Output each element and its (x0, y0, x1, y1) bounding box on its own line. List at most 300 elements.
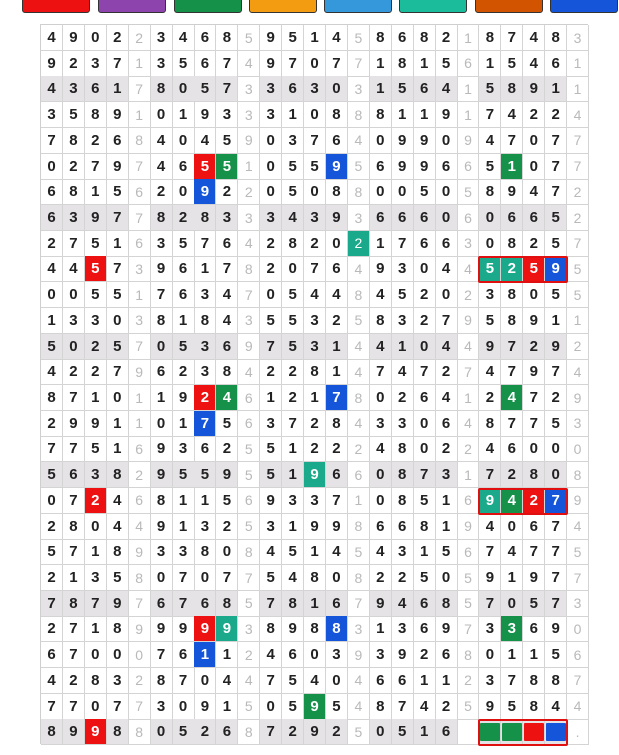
grid-digit[interactable]: 7 (63, 616, 85, 642)
separator-digit[interactable]: 1 (567, 308, 589, 334)
grid-digit[interactable]: 9 (304, 514, 326, 540)
grid-digit[interactable]: 3 (392, 256, 414, 282)
grid-digit[interactable]: 4 (370, 282, 392, 308)
grid-digit[interactable]: 4 (41, 76, 63, 102)
grid-digit[interactable]: 3 (41, 102, 63, 128)
grid-digit[interactable]: 8 (304, 359, 326, 385)
grid-digit[interactable]: 4 (479, 514, 501, 540)
grid-digit[interactable]: 5 (282, 179, 304, 205)
grid-digit[interactable]: 7 (523, 539, 545, 565)
grid-digit[interactable]: 6 (326, 591, 348, 617)
separator-digit[interactable]: 2 (238, 642, 260, 668)
grid-digit[interactable]: 6 (392, 25, 414, 51)
grid-digit[interactable]: 8 (85, 102, 107, 128)
grid-digit[interactable]: 8 (194, 308, 216, 334)
grid-digit[interactable]: 0 (304, 179, 326, 205)
grid-digit[interactable]: 0 (173, 179, 195, 205)
grid-digit[interactable]: 3 (173, 436, 195, 462)
grid-digit[interactable]: 4 (370, 334, 392, 360)
grid-digit[interactable]: 4 (436, 76, 458, 102)
separator-digit[interactable]: 9 (457, 308, 479, 334)
separator-digit[interactable]: 7 (129, 154, 151, 180)
separator-digit[interactable]: 9 (238, 334, 260, 360)
grid-digit[interactable]: 6 (523, 514, 545, 540)
separator-digit[interactable]: 1 (567, 76, 589, 102)
grid-digit[interactable]: 0 (436, 565, 458, 591)
grid-digit[interactable]: 5 (260, 565, 282, 591)
grid-digit[interactable]: 5 (282, 308, 304, 334)
grid-digit[interactable]: 9 (370, 591, 392, 617)
separator-digit[interactable]: 8 (238, 539, 260, 565)
grid-digit[interactable]: 4 (370, 539, 392, 565)
grid-digit[interactable]: 2 (173, 359, 195, 385)
grid-digit[interactable]: 3 (194, 282, 216, 308)
grid-digit[interactable]: 7 (545, 565, 567, 591)
grid-digit[interactable]: 5 (501, 694, 523, 720)
highlighted-digit[interactable]: 2 (194, 385, 216, 411)
highlighted-digit[interactable]: 9 (194, 179, 216, 205)
separator-digit[interactable]: 1 (457, 25, 479, 51)
grid-digit[interactable]: 1 (85, 616, 107, 642)
grid-digit[interactable]: 7 (260, 591, 282, 617)
grid-digit[interactable]: 4 (479, 436, 501, 462)
separator-digit[interactable]: 3 (238, 308, 260, 334)
grid-digit[interactable]: 5 (282, 282, 304, 308)
grid-digit[interactable]: 7 (545, 591, 567, 617)
separator-digit[interactable]: 4 (348, 668, 370, 694)
grid-digit[interactable]: 6 (414, 616, 436, 642)
grid-digit[interactable]: 4 (216, 308, 238, 334)
separator-digit[interactable]: 2 (567, 205, 589, 231)
grid-digit[interactable]: 6 (392, 668, 414, 694)
grid-digit[interactable]: 1 (304, 25, 326, 51)
grid-digit[interactable]: 5 (479, 76, 501, 102)
grid-digit[interactable]: 8 (216, 25, 238, 51)
separator-digit[interactable]: 9 (457, 514, 479, 540)
grid-digit[interactable]: 9 (392, 154, 414, 180)
grid-digit[interactable]: 8 (326, 102, 348, 128)
grid-digit[interactable]: 4 (326, 282, 348, 308)
grid-digit[interactable]: 8 (41, 385, 63, 411)
grid-digit[interactable]: 5 (479, 154, 501, 180)
separator-digit[interactable]: 2 (238, 179, 260, 205)
grid-digit[interactable]: 3 (304, 76, 326, 102)
separator-digit[interactable]: 5 (348, 154, 370, 180)
grid-digit[interactable]: 8 (216, 359, 238, 385)
grid-digit[interactable]: 6 (41, 205, 63, 231)
separator-digit[interactable]: 5 (348, 308, 370, 334)
grid-digit[interactable]: 7 (41, 591, 63, 617)
separator-digit[interactable]: 8 (348, 102, 370, 128)
swatch-green[interactable] (174, 0, 242, 13)
grid-digit[interactable]: 5 (523, 591, 545, 617)
grid-digit[interactable]: 7 (107, 694, 129, 720)
grid-digit[interactable]: 0 (85, 25, 107, 51)
grid-digit[interactable]: 2 (392, 385, 414, 411)
grid-digit[interactable]: 6 (216, 334, 238, 360)
grid-digit[interactable]: 9 (151, 436, 173, 462)
separator-digit[interactable]: 8 (348, 282, 370, 308)
grid-digit[interactable]: 2 (41, 231, 63, 257)
grid-digit[interactable]: 7 (216, 565, 238, 591)
grid-digit[interactable]: 0 (414, 256, 436, 282)
grid-digit[interactable]: 7 (41, 128, 63, 154)
separator-digit[interactable]: 4 (238, 359, 260, 385)
grid-digit[interactable]: 6 (85, 76, 107, 102)
grid-digit[interactable]: 5 (107, 334, 129, 360)
grid-digit[interactable]: 2 (414, 642, 436, 668)
grid-digit[interactable]: 9 (326, 514, 348, 540)
grid-digit[interactable]: 0 (151, 102, 173, 128)
grid-digit[interactable]: 8 (326, 411, 348, 437)
grid-digit[interactable]: 6 (523, 616, 545, 642)
grid-digit[interactable]: 0 (107, 385, 129, 411)
grid-digit[interactable]: 4 (501, 539, 523, 565)
grid-digit[interactable]: 1 (523, 642, 545, 668)
grid-digit[interactable]: 9 (85, 411, 107, 437)
grid-digit[interactable]: 5 (545, 282, 567, 308)
separator-digit[interactable]: 7 (129, 591, 151, 617)
grid-digit[interactable]: 0 (41, 282, 63, 308)
grid-digit[interactable]: 8 (414, 25, 436, 51)
grid-digit[interactable]: 0 (260, 128, 282, 154)
grid-digit[interactable]: 8 (370, 102, 392, 128)
grid-digit[interactable]: 8 (392, 436, 414, 462)
grid-digit[interactable]: 5 (282, 154, 304, 180)
grid-digit[interactable]: 0 (523, 436, 545, 462)
highlighted-digit[interactable]: 4 (216, 385, 238, 411)
separator-digit[interactable]: 3 (348, 205, 370, 231)
grid-digit[interactable]: 6 (282, 642, 304, 668)
grid-digit[interactable]: 0 (63, 282, 85, 308)
grid-digit[interactable]: 7 (479, 102, 501, 128)
separator-digit[interactable]: 9 (129, 359, 151, 385)
grid-digit[interactable]: 6 (173, 154, 195, 180)
separator-digit[interactable]: 2 (129, 462, 151, 488)
separator-digit[interactable]: 1 (129, 51, 151, 77)
grid-digit[interactable]: 1 (304, 385, 326, 411)
grid-digit[interactable]: 4 (392, 359, 414, 385)
grid-digit[interactable]: 5 (173, 334, 195, 360)
separator-digit[interactable]: 0 (567, 436, 589, 462)
grid-digit[interactable]: 2 (523, 334, 545, 360)
grid-digit[interactable]: 0 (260, 694, 282, 720)
grid-digit[interactable]: 0 (392, 179, 414, 205)
grid-digit[interactable]: 1 (216, 694, 238, 720)
grid-digit[interactable]: 1 (370, 76, 392, 102)
grid-digit[interactable]: 0 (41, 154, 63, 180)
grid-digit[interactable]: 0 (282, 256, 304, 282)
grid-digit[interactable]: 3 (392, 539, 414, 565)
grid-digit[interactable]: 4 (41, 25, 63, 51)
grid-digit[interactable]: 7 (260, 719, 282, 745)
grid-digit[interactable]: 9 (545, 616, 567, 642)
separator-digit[interactable]: 1 (129, 102, 151, 128)
grid-digit[interactable]: 9 (523, 308, 545, 334)
grid-digit[interactable]: 0 (414, 436, 436, 462)
grid-digit[interactable]: 1 (85, 539, 107, 565)
grid-digit[interactable]: 6 (436, 154, 458, 180)
grid-digit[interactable]: 3 (151, 25, 173, 51)
grid-digit[interactable]: 4 (107, 488, 129, 514)
grid-digit[interactable]: 6 (370, 154, 392, 180)
grid-digit[interactable]: 7 (479, 462, 501, 488)
grid-digit[interactable]: 5 (216, 411, 238, 437)
separator-digit[interactable]: 6 (348, 462, 370, 488)
grid-digit[interactable]: 1 (282, 102, 304, 128)
grid-digit[interactable]: 4 (479, 359, 501, 385)
grid-digit[interactable]: 6 (173, 642, 195, 668)
grid-digit[interactable]: 4 (107, 514, 129, 540)
grid-digit[interactable]: 8 (479, 25, 501, 51)
separator-digit[interactable]: 9 (129, 616, 151, 642)
grid-digit[interactable]: 0 (370, 719, 392, 745)
separator-digit[interactable]: 3 (238, 205, 260, 231)
grid-digit[interactable]: 4 (260, 642, 282, 668)
grid-digit[interactable]: 6 (414, 76, 436, 102)
separator-digit[interactable]: 7 (348, 591, 370, 617)
grid-digit[interactable]: 7 (501, 25, 523, 51)
grid-digit[interactable]: 6 (41, 642, 63, 668)
grid-digit[interactable]: 5 (107, 565, 129, 591)
grid-digit[interactable]: 1 (151, 385, 173, 411)
grid-digit[interactable]: 3 (479, 282, 501, 308)
highlighted-digit[interactable]: 4 (501, 385, 523, 411)
grid-digit[interactable]: 8 (107, 462, 129, 488)
separator-digit[interactable]: 5 (567, 256, 589, 282)
grid-digit[interactable]: 2 (41, 616, 63, 642)
row-tail-mark[interactable]: . (567, 719, 589, 745)
grid-digit[interactable]: 4 (260, 539, 282, 565)
grid-digit[interactable]: 2 (436, 25, 458, 51)
grid-digit[interactable]: 1 (326, 334, 348, 360)
grid-digit[interactable]: 1 (414, 668, 436, 694)
grid-digit[interactable]: 1 (107, 411, 129, 437)
grid-digit[interactable]: 9 (436, 102, 458, 128)
grid-digit[interactable]: 0 (523, 282, 545, 308)
grid-digit[interactable]: 2 (216, 436, 238, 462)
grid-digit[interactable]: 8 (260, 616, 282, 642)
highlighted-digit[interactable]: 1 (501, 154, 523, 180)
separator-digit[interactable]: 3 (238, 102, 260, 128)
highlighted-digit[interactable]: 8 (326, 616, 348, 642)
grid-digit[interactable]: 7 (392, 231, 414, 257)
grid-digit[interactable]: 0 (41, 488, 63, 514)
grid-digit[interactable]: 6 (545, 51, 567, 77)
highlighted-digit[interactable]: 9 (216, 616, 238, 642)
grid-digit[interactable]: 0 (523, 154, 545, 180)
grid-digit[interactable]: 2 (194, 719, 216, 745)
separator-digit[interactable]: 5 (238, 25, 260, 51)
separator-digit[interactable]: 7 (238, 282, 260, 308)
separator-digit[interactable]: 6 (567, 642, 589, 668)
grid-digit[interactable]: 9 (151, 616, 173, 642)
grid-digit[interactable]: 9 (545, 334, 567, 360)
grid-digit[interactable]: 7 (545, 539, 567, 565)
separator-digit[interactable]: 3 (457, 231, 479, 257)
grid-digit[interactable]: 6 (414, 385, 436, 411)
grid-digit[interactable]: 6 (414, 205, 436, 231)
grid-digit[interactable]: 8 (392, 488, 414, 514)
grid-digit[interactable]: 2 (41, 514, 63, 540)
grid-digit[interactable]: 5 (282, 694, 304, 720)
grid-digit[interactable]: 9 (63, 411, 85, 437)
grid-digit[interactable]: 2 (85, 334, 107, 360)
grid-digit[interactable]: 7 (501, 334, 523, 360)
grid-digit[interactable]: 3 (260, 514, 282, 540)
grid-digit[interactable]: 5 (282, 25, 304, 51)
highlighted-digit[interactable]: 5 (216, 154, 238, 180)
separator-digit[interactable]: 9 (567, 488, 589, 514)
separator-digit[interactable]: 4 (348, 256, 370, 282)
grid-digit[interactable]: 0 (85, 694, 107, 720)
grid-digit[interactable]: 0 (151, 565, 173, 591)
grid-digit[interactable]: 7 (63, 488, 85, 514)
separator-digit[interactable]: 5 (457, 591, 479, 617)
separator-digit[interactable]: 3 (348, 76, 370, 102)
separator-digit[interactable]: 2 (348, 436, 370, 462)
separator-digit[interactable]: 4 (457, 334, 479, 360)
highlighted-digit[interactable]: 2 (348, 231, 370, 257)
grid-digit[interactable]: 8 (216, 591, 238, 617)
grid-digit[interactable]: 5 (304, 154, 326, 180)
separator-digit[interactable]: 7 (567, 565, 589, 591)
separator-digit[interactable]: 5 (348, 25, 370, 51)
separator-digit[interactable]: 1 (457, 462, 479, 488)
grid-digit[interactable]: 8 (107, 719, 129, 745)
grid-digit[interactable]: 6 (414, 591, 436, 617)
grid-digit[interactable]: 8 (194, 205, 216, 231)
grid-digit[interactable]: 0 (436, 128, 458, 154)
separator-digit[interactable]: 5 (348, 539, 370, 565)
separator-digit[interactable]: 9 (238, 128, 260, 154)
grid-digit[interactable]: 9 (479, 694, 501, 720)
grid-digit[interactable]: 0 (173, 76, 195, 102)
grid-digit[interactable]: 5 (194, 462, 216, 488)
separator-digit[interactable]: 3 (238, 76, 260, 102)
grid-digit[interactable]: 3 (392, 308, 414, 334)
grid-digit[interactable]: 6 (436, 719, 458, 745)
grid-digit[interactable]: 8 (151, 488, 173, 514)
separator-digit[interactable]: 8 (129, 565, 151, 591)
grid-digit[interactable]: 1 (173, 102, 195, 128)
separator-digit[interactable]: 3 (567, 25, 589, 51)
grid-digit[interactable]: 7 (216, 256, 238, 282)
grid-digit[interactable]: 2 (63, 668, 85, 694)
grid-digit[interactable]: 9 (370, 256, 392, 282)
grid-digit[interactable]: 3 (304, 334, 326, 360)
grid-digit[interactable]: 0 (304, 102, 326, 128)
grid-digit[interactable]: 5 (545, 642, 567, 668)
highlighted-digit[interactable]: 3 (501, 616, 523, 642)
grid-digit[interactable]: 1 (304, 539, 326, 565)
grid-digit[interactable]: 8 (151, 668, 173, 694)
grid-digit[interactable]: 0 (85, 642, 107, 668)
grid-digit[interactable]: 0 (370, 385, 392, 411)
separator-digit[interactable]: 8 (348, 514, 370, 540)
grid-digit[interactable]: 0 (151, 411, 173, 437)
grid-digit[interactable]: 6 (41, 179, 63, 205)
separator-digit[interactable]: 1 (129, 282, 151, 308)
grid-digit[interactable]: 4 (436, 334, 458, 360)
highlighted-digit[interactable]: 7 (326, 385, 348, 411)
grid-digit[interactable]: 3 (85, 308, 107, 334)
grid-digit[interactable]: 5 (173, 719, 195, 745)
separator-digit[interactable]: 6 (457, 205, 479, 231)
grid-digit[interactable]: 2 (41, 411, 63, 437)
separator-digit[interactable]: 3 (348, 616, 370, 642)
separator-digit[interactable]: 6 (457, 154, 479, 180)
grid-digit[interactable]: 1 (414, 102, 436, 128)
grid-digit[interactable]: 2 (436, 436, 458, 462)
separator-digit[interactable]: 4 (348, 411, 370, 437)
grid-digit[interactable]: 9 (392, 642, 414, 668)
highlighted-digit[interactable]: 9 (326, 154, 348, 180)
grid-digit[interactable]: 9 (260, 488, 282, 514)
grid-digit[interactable]: 8 (370, 694, 392, 720)
grid-digit[interactable]: 4 (194, 128, 216, 154)
grid-digit[interactable]: 7 (173, 591, 195, 617)
grid-digit[interactable]: 6 (523, 205, 545, 231)
grid-digit[interactable]: 7 (523, 385, 545, 411)
grid-digit[interactable]: 4 (216, 282, 238, 308)
separator-digit[interactable]: 1 (457, 385, 479, 411)
separator-digit[interactable]: 6 (457, 539, 479, 565)
grid-digit[interactable]: 3 (304, 488, 326, 514)
grid-digit[interactable]: 5 (85, 231, 107, 257)
separator-digit[interactable]: 8 (348, 179, 370, 205)
grid-digit[interactable]: 7 (479, 539, 501, 565)
grid-digit[interactable]: 3 (260, 102, 282, 128)
separator-digit[interactable]: 4 (238, 51, 260, 77)
grid-digit[interactable]: 8 (392, 51, 414, 77)
separator-digit[interactable]: 4 (457, 411, 479, 437)
separator-digit[interactable]: 5 (348, 719, 370, 745)
grid-digit[interactable]: 4 (41, 359, 63, 385)
highlighted-digit[interactable]: 4 (501, 488, 523, 514)
grid-digit[interactable]: 8 (85, 668, 107, 694)
grid-digit[interactable]: 3 (63, 205, 85, 231)
grid-digit[interactable]: 1 (282, 462, 304, 488)
grid-digit[interactable]: 3 (304, 308, 326, 334)
grid-digit[interactable]: 3 (260, 411, 282, 437)
grid-digit[interactable]: 0 (545, 462, 567, 488)
grid-digit[interactable]: 8 (304, 565, 326, 591)
grid-digit[interactable]: 7 (282, 411, 304, 437)
grid-digit[interactable]: 0 (216, 539, 238, 565)
grid-digit[interactable]: 4 (523, 179, 545, 205)
grid-digit[interactable]: 1 (414, 719, 436, 745)
grid-digit[interactable]: 6 (151, 591, 173, 617)
separator-digit[interactable]: 4 (348, 359, 370, 385)
separator-digit[interactable]: 8 (348, 565, 370, 591)
grid-digit[interactable]: 3 (85, 51, 107, 77)
grid-digit[interactable]: 2 (63, 359, 85, 385)
grid-digit[interactable]: 6 (216, 719, 238, 745)
grid-digit[interactable]: 5 (392, 282, 414, 308)
grid-digit[interactable]: 7 (85, 591, 107, 617)
separator-digit[interactable]: 5 (567, 539, 589, 565)
grid-digit[interactable]: 6 (326, 462, 348, 488)
swatch-light-blue[interactable] (324, 0, 392, 13)
grid-digit[interactable]: 7 (107, 51, 129, 77)
grid-digit[interactable]: 6 (501, 205, 523, 231)
grid-digit[interactable]: 9 (523, 76, 545, 102)
grid-digit[interactable]: 8 (63, 591, 85, 617)
grid-digit[interactable]: 9 (107, 102, 129, 128)
grid-digit[interactable]: 2 (41, 565, 63, 591)
grid-digit[interactable]: 8 (151, 76, 173, 102)
